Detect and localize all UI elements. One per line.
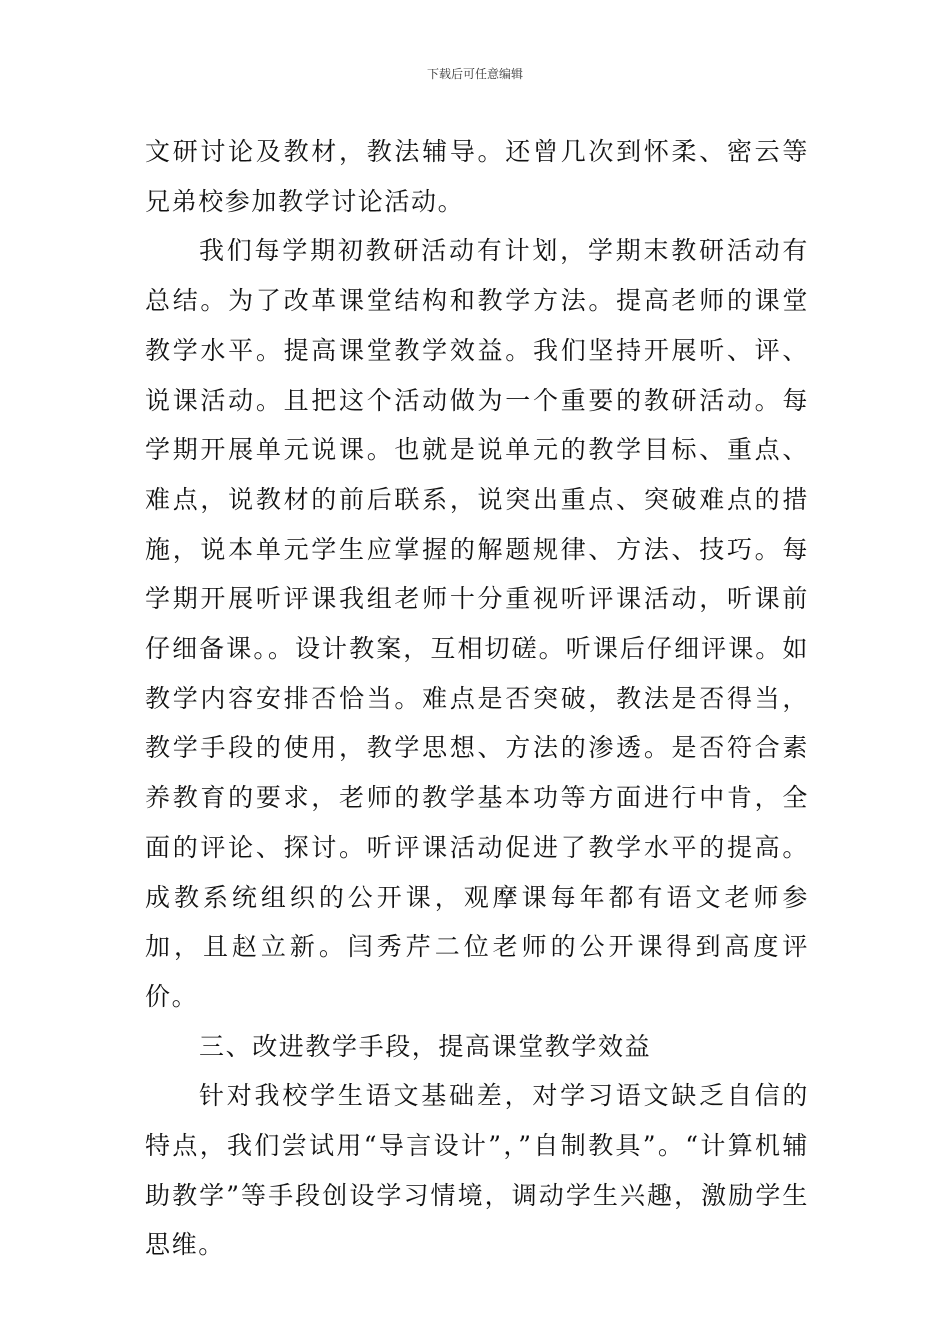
paragraph-teaching-methods: 针对我校学生语文基础差，对学习语文缺乏自信的特点，我们尝试用“导言设计”，”自制教具”。“计算机辅助教学”等手段创设学习情境，调动学生兴趣，激励学生思维。 <box>145 1081 809 1260</box>
section-heading: 三、改进教学手段，提高课堂教学效益 <box>199 1031 652 1061</box>
page-header-note: 下载后可任意编辑 <box>426 67 523 81</box>
paragraph-teaching-research: 我们每学期初教研活动有计划，学期末教研活动有总结。为了改革课堂结构和教学方法。提高老师的课堂教学水平。提高课堂教学效益。我们坚持开展听、评、说课活动。且把这个活动做为一个重要的教研活动。每学期开展单元说课。也就是说单元的教学目标、重点、难点，说教材的前后联系，说突出重点、突破难点的措施，说本单元学生应掌握的解题规律、方法、技巧。每学期开展听评课我组老师十分重视听评课活动，听课前仔细备课。。设计教案，互相切磋。听课后仔细评课。如教学内容安排否恰当。难点是否突破，教法是否得当，教学手段的使用，教学思想、方法的渗透。是否符合素养教育的要求，老师的教学基本功等方面进行中肯，全面的评论、探讨。听评课活动促进了教学水平的提高。成教系统组织的公开课，观摩课每年都有语文老师参加，且赵立新。闫秀芹二位老师的公开课得到高度评价。 <box>145 236 809 1011</box>
paragraph-continuation: 文研讨论及教材，教法辅导。还曾几次到怀柔、密云等兄弟校参加教学讨论活动。 <box>145 137 809 216</box>
document-body <box>145 127 809 1270</box>
